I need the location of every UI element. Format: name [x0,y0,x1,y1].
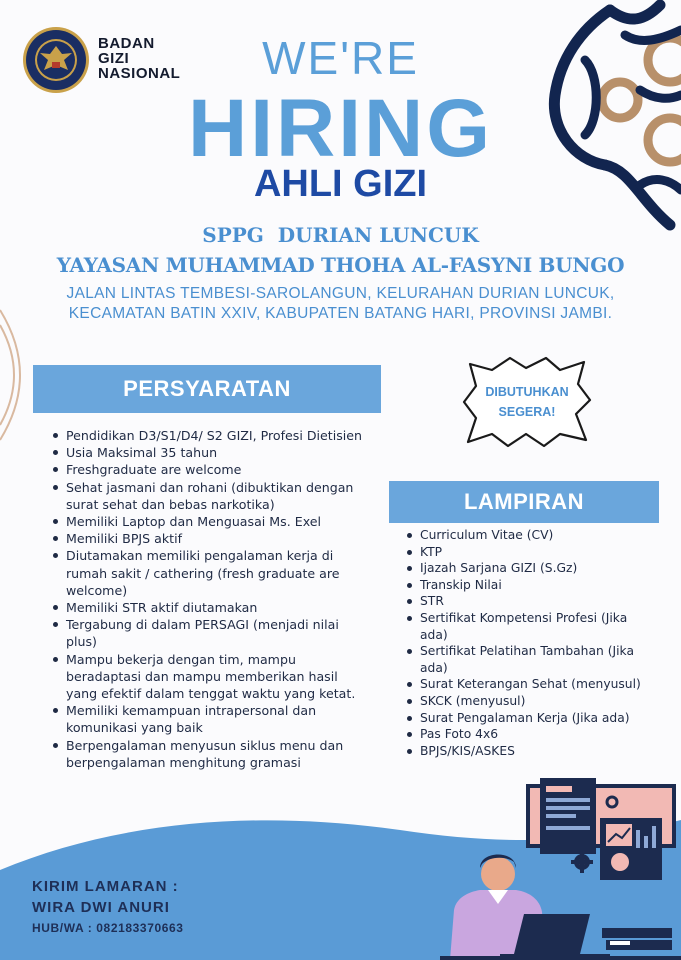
headline-were: WE'RE [262,32,419,84]
address-line-2: KECAMATAN BATIN XXIV, KABUPATEN BATANG HARI, PROVINSI JAMBI. [68,305,613,322]
list-item: Memiliki kemampuan intrapersonal dan komunikasi yang baik [66,702,371,736]
contact-label: KIRIM LAMARAN : [32,878,179,895]
document-icon [540,778,596,854]
worker-illustration-icon [440,770,681,960]
requirements-list [66,427,371,771]
attachments-banner: LAMPIRAN [389,481,659,523]
list-item: Usia Maksimal 35 tahun [66,444,371,461]
list-item: BPJS/KIS/ASKES [420,743,650,760]
list-item: Transkip Nilai [420,577,650,594]
list-item: Memiliki BPJS aktif [66,530,371,547]
list-item: STR [420,593,650,610]
org-name-line-1: BADAN [98,35,155,52]
list-item: Ijazah Sarjana GIZI (S.Gz) [420,560,650,577]
list-item: Surat Pengalaman Kerja (Jika ada) [420,710,650,727]
org-name-line-3: NASIONAL [98,65,181,82]
urgent-line-1: DIBUTUHKAN [485,385,569,399]
address [40,284,641,324]
urgent-line-2: SEGERA! [498,405,556,419]
requirements-banner: PERSYARATAN [33,365,381,413]
org-name-line-2: GIZI [98,50,130,67]
attachments-list [420,527,650,759]
list-item: Curriculum Vitae (CV) [420,527,650,544]
unit-name: SPPG DURIAN LUNCUK [202,223,479,247]
list-item: Sertifikat Pelatihan Tambahan (Jika ada) [420,643,650,676]
list-item: Pas Foto 4x6 [420,726,650,743]
list-item: Diutamakan memiliki pengalaman kerja di rumah sakit / cathering (fresh graduate are welcome) [66,547,371,599]
list-item: Mampu bekerja dengan tim, mampu beradaptasi dan mampu memberikan hasil yang efektif dalam tenggat waktu yang ketat. [66,651,371,703]
list-item: KTP [420,544,650,561]
list-item: Tergabung di dalam PERSAGI (menjadi nilai plus) [66,616,371,650]
list-item: Sehat jasmani dan rohani (dibuktikan dengan surat sehat dan bebas narkotika) [66,479,371,513]
contact-block [32,877,184,937]
foundation-name: YAYASAN MUHAMMAD THOHA AL-FASYNI BUNGO [56,253,625,277]
list-item: SKCK (menyusul) [420,693,650,710]
list-item: Memiliki STR aktif diutamakan [66,599,371,616]
address-line-1: JALAN LINTAS TEMBESI-SAROLANGUN, KELURAHAN DURIAN LUNCUK, [66,285,615,302]
gear-icon [571,851,593,873]
contact-name: WIRA DWI ANURI [32,899,170,916]
list-item: Surat Keterangan Sehat (menyusul) [420,676,650,693]
contact-phone[interactable]: HUB/WA : 082183370663 [32,921,184,935]
urgent-badge [462,356,592,448]
list-item: Sertifikat Kompetensi Profesi (Jika ada) [420,610,650,643]
list-item: Freshgraduate are welcome [66,461,371,478]
list-item: Memiliki Laptop dan Menguasai Ms. Exel [66,513,371,530]
position-title: AHLI GIZI [253,163,428,205]
chart-icon [600,818,662,880]
headline-hiring: HIRING [188,83,493,174]
list-item: Pendidikan D3/S1/D4/ S2 GIZI, Profesi Dietisien [66,427,371,444]
list-item: Berpengalaman menyusun siklus menu dan berpengalaman menghitung gramasi [66,737,371,771]
